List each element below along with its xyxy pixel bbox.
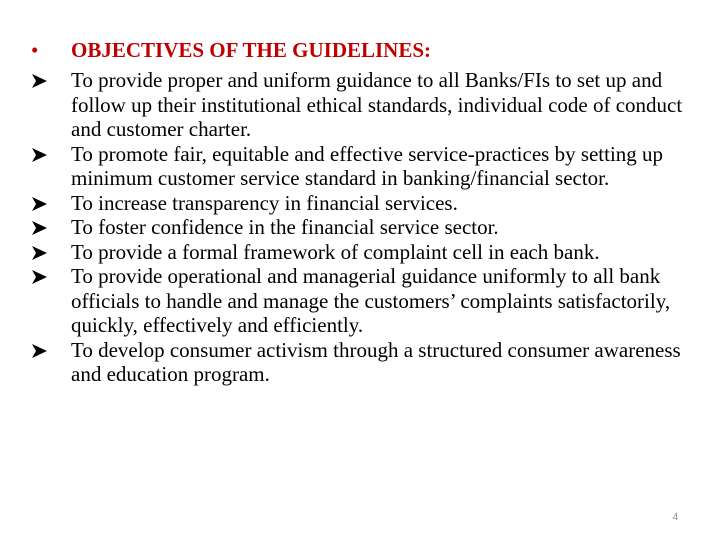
objective-item (31, 68, 691, 142)
objective-text: To provide a formal framework of complaint cell in each bank. (71, 239, 600, 264)
objective-text: To foster confidence in the financial service sector. (71, 215, 499, 239)
objective-text: To promote fair, equitable and effective service-practices by setting up minimum customer service standard in banking/financial sector. (71, 141, 664, 190)
arrow-bullet-icon (31, 197, 47, 211)
objectives-heading (31, 38, 431, 63)
arrow-bullet-icon (31, 74, 47, 88)
objective-item (31, 264, 691, 338)
objectives-list (31, 68, 691, 387)
objective-text: To provide proper and uniform guidance to all Banks/FIs to set up and follow up their institutional ethical standards, individual code of conduct and customer charter. (71, 68, 683, 141)
objective-item (31, 191, 691, 216)
objective-item (31, 142, 691, 191)
objective-item (31, 215, 691, 240)
objective-text: To increase transparency in financial services. (71, 190, 458, 215)
objective-text: To develop consumer activism through a structured consumer awareness and education program. (71, 337, 681, 386)
objective-item (31, 240, 691, 265)
arrow-bullet-icon (31, 270, 47, 284)
arrow-bullet-icon (31, 246, 47, 260)
heading-text: OBJECTIVES OF THE GUIDELINES: (71, 38, 432, 62)
heading-bullet: • (31, 38, 39, 62)
arrow-bullet-icon (31, 344, 47, 358)
page-number: 4 (672, 512, 678, 523)
objective-text: To provide operational and managerial guidance uniformly to all bank officials to handle and manage the customers’ complaints satisfactorily, quickly, effectively and efficiently. (71, 264, 671, 337)
arrow-bullet-icon (31, 148, 47, 162)
objective-item (31, 338, 691, 387)
arrow-bullet-icon (31, 221, 47, 235)
